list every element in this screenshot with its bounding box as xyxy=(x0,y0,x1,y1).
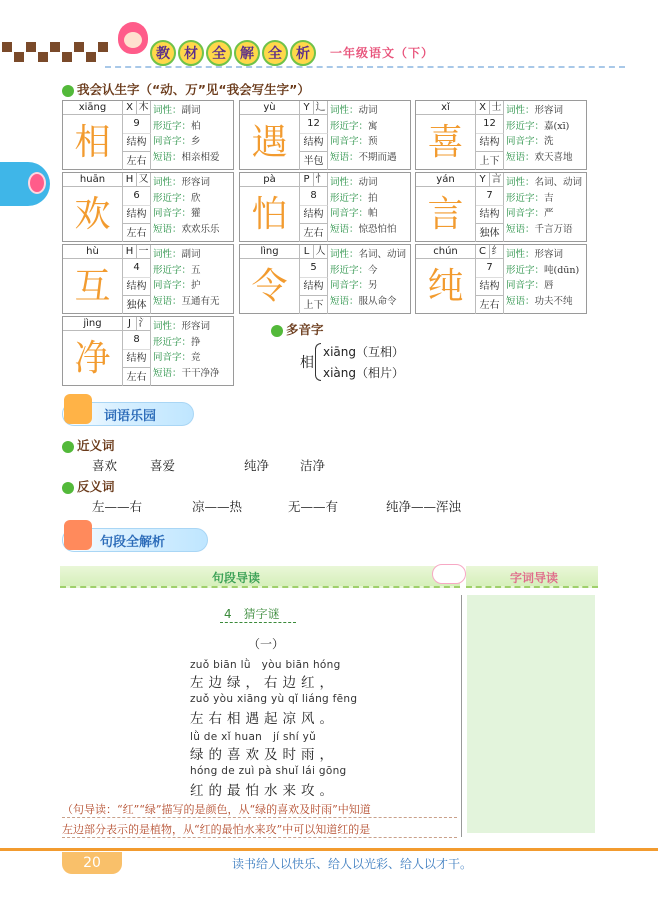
info-value: 吉 xyxy=(544,192,554,204)
card-pinyin: yán xyxy=(416,173,476,187)
column-divider xyxy=(461,595,462,837)
card-stroke-count: 8 xyxy=(300,187,328,205)
card-initial-letter: H xyxy=(123,173,137,187)
card-structure: 独体 xyxy=(123,295,151,314)
info-label: 同音字： xyxy=(153,352,192,363)
section-title-text: 我会认生字（“动、万”见“我会写生字”） xyxy=(77,82,310,97)
card-structure: 上下 xyxy=(476,151,504,170)
info-label: 短语： xyxy=(330,151,359,163)
info-value: 不期而遇 xyxy=(358,151,397,163)
polyphonic-char: 相 xyxy=(300,355,314,371)
card-structure: 左右 xyxy=(123,367,151,386)
card-radical: 一 xyxy=(137,245,151,259)
title-char: 材 xyxy=(178,40,204,66)
info-label: 形近字： xyxy=(330,264,369,276)
card-character: 净 xyxy=(63,331,123,386)
card-pinyin: yù xyxy=(240,101,300,115)
card-pinyin: huān xyxy=(63,173,123,187)
card-structure-label: 结构 xyxy=(476,205,504,223)
antonym-pair: 纯净——浑浊 xyxy=(386,499,462,514)
info-label: 词性： xyxy=(330,105,359,116)
card-character: 怕 xyxy=(240,187,300,242)
card-initial-letter: P xyxy=(300,173,314,187)
info-label: 形近字： xyxy=(330,120,369,132)
poem-pinyin: hóng de zuì pà shuǐ lái gōng xyxy=(190,765,347,777)
antonym-pair: 无——有 xyxy=(288,499,339,514)
poem-section-number: （一） xyxy=(248,637,285,651)
mascot-face-icon xyxy=(124,32,142,48)
info-value: 干干净净 xyxy=(181,367,220,379)
analysis-title: 句段全解析 xyxy=(100,535,166,550)
info-value: 欢天喜地 xyxy=(534,151,573,163)
synonym-word: 喜爱 xyxy=(150,458,176,473)
info-value: 寓 xyxy=(368,120,378,132)
card-structure-label: 结构 xyxy=(123,277,151,295)
card-structure: 左右 xyxy=(123,151,151,170)
info-value: 惊恐怕怕 xyxy=(358,223,397,235)
book-mascot-icon xyxy=(64,394,92,424)
poem-title-underline xyxy=(220,622,296,623)
card-structure: 左右 xyxy=(123,223,151,242)
info-label: 形近字： xyxy=(506,264,545,276)
card-stroke-count: 6 xyxy=(123,187,151,205)
guide-underline xyxy=(62,837,457,838)
title-char: 析 xyxy=(290,40,316,66)
card-structure-label: 结构 xyxy=(300,133,328,151)
info-label: 同音字： xyxy=(330,280,369,291)
character-card xyxy=(415,172,587,242)
info-value: 今 xyxy=(368,264,378,276)
title-char: 解 xyxy=(234,40,260,66)
info-label: 短语： xyxy=(330,295,359,307)
footer-divider xyxy=(0,848,658,851)
card-stroke-count: 7 xyxy=(476,187,504,205)
info-value: 功夫不纯 xyxy=(534,295,573,307)
card-structure-label: 结构 xyxy=(476,277,504,295)
antonyms-title-text: 反义词 xyxy=(77,479,115,494)
brace xyxy=(315,343,321,381)
card-stroke-count: 7 xyxy=(476,259,504,277)
info-label: 短语： xyxy=(153,223,182,235)
info-label: 词性： xyxy=(330,177,359,188)
info-value: 竞 xyxy=(191,352,201,363)
card-initial-letter: J xyxy=(123,317,137,331)
card-stroke-count: 5 xyxy=(300,259,328,277)
card-radical: 纟 xyxy=(490,245,504,259)
card-stroke-count: 9 xyxy=(123,115,151,133)
info-value: 副词 xyxy=(181,249,201,260)
info-value: 洗 xyxy=(544,136,554,147)
card-pinyin: hù xyxy=(63,245,123,259)
info-value: 动词 xyxy=(358,105,378,116)
info-value: 柏 xyxy=(191,120,201,132)
poem-pinyin: zuǒ biān lǜ yòu biān hóng xyxy=(190,659,341,671)
words-park-title: 词语乐园 xyxy=(104,409,157,424)
info-value: 另 xyxy=(368,280,378,291)
info-value: 欢欢乐乐 xyxy=(181,223,220,235)
card-structure-label: 结构 xyxy=(123,349,151,367)
info-label: 短语： xyxy=(153,151,182,163)
header-decoration xyxy=(0,42,120,66)
info-label: 形近字： xyxy=(506,120,545,132)
info-value: 帕 xyxy=(368,208,378,219)
info-label: 形近字： xyxy=(330,192,369,204)
info-label: 同音字： xyxy=(506,136,545,147)
title-char: 全 xyxy=(262,40,288,66)
card-structure-label: 结构 xyxy=(300,205,328,223)
info-label: 短语： xyxy=(153,367,182,379)
notes-panel xyxy=(467,595,595,833)
info-value: 拍 xyxy=(368,192,378,204)
character-card xyxy=(239,172,411,242)
info-label: 形近字： xyxy=(506,192,545,204)
card-initial-letter: X xyxy=(476,101,490,115)
synonyms-heading xyxy=(62,436,115,454)
info-value: 服从命令 xyxy=(358,295,397,307)
info-value: 乡 xyxy=(191,136,201,147)
info-value: 护 xyxy=(191,280,201,291)
card-radical: 忄 xyxy=(314,173,328,187)
info-value: 唇 xyxy=(544,280,554,291)
info-label: 形近字： xyxy=(153,264,192,276)
info-label: 形近字： xyxy=(153,192,192,204)
poem-title: 4 猜字谜 xyxy=(224,607,280,621)
card-info xyxy=(506,103,588,165)
card-stroke-count: 12 xyxy=(476,115,504,133)
synonym-word: 喜欢 xyxy=(92,458,118,473)
card-radical: 人 xyxy=(314,245,328,259)
antonyms-heading xyxy=(62,477,115,495)
info-value: 互通有无 xyxy=(181,295,220,307)
card-character: 互 xyxy=(63,259,123,314)
synonyms-title-text: 近义词 xyxy=(77,438,115,453)
info-label: 短语： xyxy=(153,295,182,307)
card-character: 相 xyxy=(63,115,123,170)
card-character: 喜 xyxy=(416,115,476,170)
poem-line: 左右相遇起凉风。 xyxy=(190,711,338,727)
polyphonic-title-text: 多音字 xyxy=(286,322,324,337)
info-value: 副词 xyxy=(181,105,201,116)
info-label: 同音字： xyxy=(153,208,192,219)
info-label: 词性： xyxy=(153,105,182,116)
info-label: 形近字： xyxy=(153,120,192,132)
poem-line: 左边绿，右边红， xyxy=(190,675,338,691)
mascot-analysis-icon xyxy=(64,520,92,550)
card-radical: 言 xyxy=(490,173,504,187)
character-card xyxy=(415,244,587,314)
info-value: 獾 xyxy=(191,208,201,219)
card-stroke-count: 4 xyxy=(123,259,151,277)
page-number: 20 xyxy=(62,852,122,874)
card-initial-letter: C xyxy=(476,245,490,259)
card-info xyxy=(153,103,235,165)
info-label: 词性： xyxy=(506,177,535,188)
card-radical: 士 xyxy=(490,101,504,115)
card-structure-label: 结构 xyxy=(476,133,504,151)
card-pinyin: xǐ xyxy=(416,101,476,115)
card-structure: 半包 xyxy=(300,151,328,170)
card-structure-label: 结构 xyxy=(300,277,328,295)
info-label: 短语： xyxy=(506,151,535,163)
card-structure: 独体 xyxy=(476,223,504,242)
info-value: 五 xyxy=(191,264,201,276)
info-label: 词性： xyxy=(153,177,182,188)
card-radical: 木 xyxy=(137,101,151,115)
card-info xyxy=(330,103,412,165)
character-card xyxy=(62,244,234,314)
card-structure: 上下 xyxy=(300,295,328,314)
info-label: 同音字： xyxy=(330,208,369,219)
card-info xyxy=(153,175,235,237)
reading-guide-label: 句段导读 xyxy=(212,571,261,585)
character-card xyxy=(62,172,234,242)
character-card xyxy=(239,244,411,314)
card-radical: 又 xyxy=(137,173,151,187)
info-value: 名词、动词 xyxy=(358,249,407,260)
card-initial-letter: Y xyxy=(476,173,490,187)
antonym-pair: 左——右 xyxy=(92,499,143,514)
polyphonic-reading: xiàng（相片） xyxy=(323,366,405,380)
card-stroke-count: 12 xyxy=(300,115,328,133)
card-structure-label: 结构 xyxy=(123,133,151,151)
card-stroke-count: 8 xyxy=(123,331,151,349)
character-card xyxy=(62,316,234,386)
info-label: 词性： xyxy=(153,249,182,260)
poem-pinyin: lǜ de xǐ huan jí shí yǔ xyxy=(190,731,317,743)
card-structure-label: 结构 xyxy=(123,205,151,223)
info-label: 形近字： xyxy=(153,336,192,348)
card-info xyxy=(506,175,588,237)
title-char: 教 xyxy=(150,40,176,66)
header-divider xyxy=(105,66,625,68)
info-value: 动词 xyxy=(358,177,378,188)
info-label: 同音字： xyxy=(153,136,192,147)
bullet-dot-icon xyxy=(271,325,283,337)
book-subtitle: 一年级语文（下） xyxy=(330,46,435,60)
info-label: 短语： xyxy=(330,223,359,235)
bullet-dot-icon xyxy=(62,441,74,453)
cloud-icon xyxy=(432,564,466,584)
section-title-recognize xyxy=(62,80,310,98)
info-value: 名词、动词 xyxy=(534,177,583,188)
footer-slogan: 读书给人以快乐、给人以光彩、给人以才干。 xyxy=(232,857,473,871)
card-character: 遇 xyxy=(240,115,300,170)
info-value: 严 xyxy=(544,208,554,219)
info-value: 欣 xyxy=(191,192,201,204)
card-pinyin: jìng xyxy=(63,317,123,331)
card-structure: 左右 xyxy=(476,295,504,314)
info-value: 形容词 xyxy=(181,177,211,188)
page-header xyxy=(0,0,658,72)
book-title xyxy=(150,40,316,66)
info-label: 短语： xyxy=(506,223,535,235)
info-value: 千言万语 xyxy=(534,223,573,235)
card-initial-letter: X xyxy=(123,101,137,115)
card-info xyxy=(330,247,412,309)
synonym-word: 纯净 xyxy=(244,458,270,473)
title-char: 全 xyxy=(206,40,232,66)
info-label: 同音字： xyxy=(506,280,545,291)
info-label: 词性： xyxy=(506,105,535,116)
character-card xyxy=(415,100,587,170)
info-value: 吨(dūn) xyxy=(544,264,580,276)
character-card xyxy=(239,100,411,170)
info-label: 词性： xyxy=(330,249,359,260)
info-label: 短语： xyxy=(506,295,535,307)
info-label: 词性： xyxy=(153,321,182,332)
character-card xyxy=(62,100,234,170)
info-value: 预 xyxy=(368,136,378,147)
card-pinyin: lìng xyxy=(240,245,300,259)
poem-line: 红的最怕水来攻。 xyxy=(190,783,338,799)
info-label: 同音字： xyxy=(330,136,369,147)
guide-text: 左边部分表示的是植物，从“红的最怕水来攻”中可以知道红的是 xyxy=(62,823,371,836)
bullet-dot-icon xyxy=(62,482,74,494)
card-initial-letter: L xyxy=(300,245,314,259)
polyphonic-reading: xiāng（互相） xyxy=(323,345,405,359)
synonym-word: 洁净 xyxy=(300,458,326,473)
card-character: 欢 xyxy=(63,187,123,242)
info-value: 相亲相爱 xyxy=(181,151,220,163)
vocab-guide-label: 字词导读 xyxy=(510,571,559,585)
info-value: 挣 xyxy=(191,336,201,348)
card-info xyxy=(330,175,412,237)
card-character: 言 xyxy=(416,187,476,242)
antonym-pair: 凉——热 xyxy=(192,499,243,514)
card-initial-letter: Y xyxy=(300,101,314,115)
card-pinyin: chún xyxy=(416,245,476,259)
info-value: 嘉(xī) xyxy=(544,120,570,132)
card-character: 令 xyxy=(240,259,300,314)
info-value: 形容词 xyxy=(534,249,564,260)
card-radical: 辶 xyxy=(314,101,328,115)
section-title-polyphonic xyxy=(271,320,324,338)
info-label: 词性： xyxy=(506,249,535,260)
bullet-dot-icon xyxy=(62,85,74,97)
card-info xyxy=(153,247,235,309)
card-info xyxy=(506,247,588,309)
card-character: 纯 xyxy=(416,259,476,314)
mascot-side-icon xyxy=(28,172,46,194)
poem-line: 绿的喜欢及时雨， xyxy=(190,747,338,763)
info-value: 形容词 xyxy=(534,105,564,116)
card-pinyin: pà xyxy=(240,173,300,187)
guide-underline xyxy=(62,817,457,818)
poem-pinyin: zuǒ yòu xiāng yù qǐ liáng fēng xyxy=(190,693,358,705)
guide-text: （句导读：“红”“绿”描写的是颜色，从“绿的喜欢及时雨”中知道 xyxy=(62,803,371,816)
card-structure: 左右 xyxy=(300,223,328,242)
card-pinyin: xiāng xyxy=(63,101,123,115)
info-label: 同音字： xyxy=(153,280,192,291)
info-value: 形容词 xyxy=(181,321,211,332)
card-radical: 氵 xyxy=(137,317,151,331)
card-info xyxy=(153,319,235,381)
card-initial-letter: H xyxy=(123,245,137,259)
info-label: 同音字： xyxy=(506,208,545,219)
